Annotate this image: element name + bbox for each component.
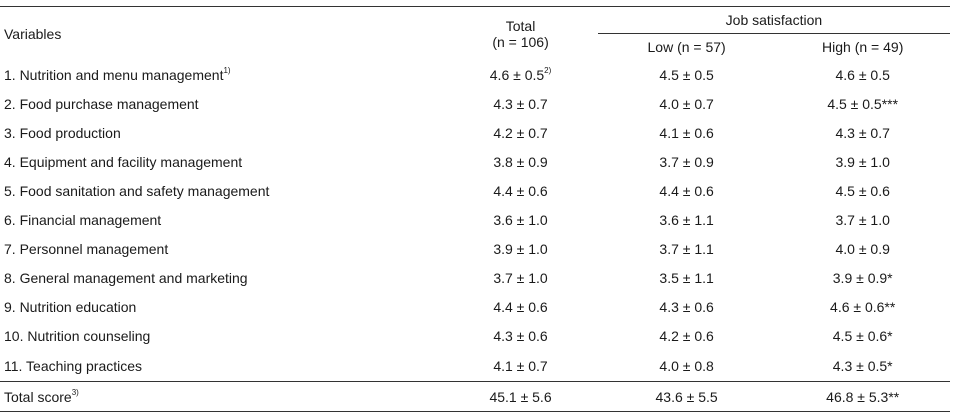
total-score-high: 46.8 ± 5.3**: [775, 382, 950, 412]
row-total: 4.1 ± 0.7: [493, 357, 548, 374]
footnote-marker: 2): [544, 65, 552, 75]
row-total: 3.7 ± 1.0: [493, 269, 548, 286]
row-high: 4.5 ± 0.6: [835, 182, 890, 199]
row-low: 3.7 ± 1.1: [659, 240, 714, 257]
table-row: [0, 205, 950, 234]
row-low: 4.0 ± 0.7: [659, 95, 714, 112]
row-label: 6. Financial management: [4, 211, 162, 228]
table-row: [0, 321, 950, 350]
header-total: [443, 7, 598, 61]
row-total: 4.3 ± 0.6: [493, 327, 548, 344]
header-variables: Variables: [0, 7, 443, 61]
table-body: [0, 60, 950, 382]
row-high: 4.3 ± 0.7: [835, 124, 890, 141]
total-score-low: 43.6 ± 5.5: [598, 382, 776, 412]
footnote-marker: 1): [223, 65, 231, 75]
row-label: 11. Teaching practices: [4, 357, 143, 374]
row-low: 4.5 ± 0.5: [659, 66, 714, 83]
row-label: 8. General management and marketing: [4, 269, 248, 286]
row-label: 10. Nutrition counseling: [4, 327, 151, 344]
row-high: 4.6 ± 0.5: [835, 66, 890, 83]
row-low: 4.1 ± 0.6: [659, 124, 714, 141]
row-total: 3.6 ± 1.0: [493, 211, 548, 228]
total-score-footnote: 3): [71, 387, 79, 397]
row-high: 4.3 ± 0.5*: [832, 357, 893, 374]
header-high: High (n = 49): [822, 39, 904, 55]
header-total-n: (n = 106): [492, 33, 549, 50]
row-low: 4.0 ± 0.8: [659, 357, 714, 374]
row-total: 3.8 ± 0.9: [493, 153, 548, 170]
table-row: [0, 60, 950, 89]
row-high: 3.9 ± 0.9*: [832, 269, 893, 286]
row-high: 4.5 ± 0.5***: [827, 95, 899, 112]
row-label: 1. Nutrition and menu management$^{1)}$: [4, 65, 231, 83]
row-high: 4.0 ± 0.9: [835, 240, 890, 257]
header-low: Low (n = 57): [647, 39, 726, 55]
total-score-row: [0, 382, 950, 412]
row-low: 3.7 ± 0.9: [659, 153, 714, 170]
table-row: [0, 89, 950, 118]
table-row: [0, 263, 950, 292]
table-row: [0, 176, 950, 205]
table-row: [0, 147, 950, 176]
row-total: 4.3 ± 0.7: [493, 95, 548, 112]
row-low: 3.6 ± 1.1: [659, 211, 714, 228]
table-row: [0, 234, 950, 263]
row-label: 7. Personnel management: [4, 240, 169, 257]
row-low: 4.3 ± 0.6: [659, 298, 714, 315]
header-job-satisfaction: Job satisfaction: [598, 7, 950, 34]
table-row: [0, 350, 950, 382]
row-low: 4.2 ± 0.6: [659, 327, 714, 344]
header-total-label: Total: [505, 17, 536, 34]
row-label: 4. Equipment and facility management: [4, 153, 243, 170]
row-total: 4.4 ± 0.6: [493, 298, 548, 315]
row-high: 3.7 ± 1.0: [835, 211, 890, 228]
job-satisfaction-table: [0, 6, 950, 412]
row-label: 9. Nutrition education: [4, 298, 137, 315]
row-high: 4.5 ± 0.6*: [832, 327, 893, 344]
total-score-label: Total score$^{3)}$: [0, 382, 443, 412]
row-total: 3.9 ± 1.0: [493, 240, 548, 257]
row-label: 5. Food sanitation and safety management: [4, 182, 270, 199]
table-row: [0, 292, 950, 321]
row-low: 3.5 ± 1.1: [659, 269, 714, 286]
row-low: 4.4 ± 0.6: [659, 182, 714, 199]
table-row: [0, 118, 950, 147]
row-high: 3.9 ± 1.0: [835, 153, 890, 170]
row-high: 4.6 ± 0.6**: [830, 298, 896, 315]
row-total: 4.2 ± 0.7: [493, 124, 548, 141]
row-label: 2. Food purchase management: [4, 95, 199, 112]
total-score-total: 45.1 ± 5.6: [443, 382, 598, 412]
row-total: 4.4 ± 0.6: [493, 182, 548, 199]
row-total: $4.6 \pm 0.5^{2)}$: [489, 65, 552, 83]
row-label: 3. Food production: [4, 124, 121, 141]
